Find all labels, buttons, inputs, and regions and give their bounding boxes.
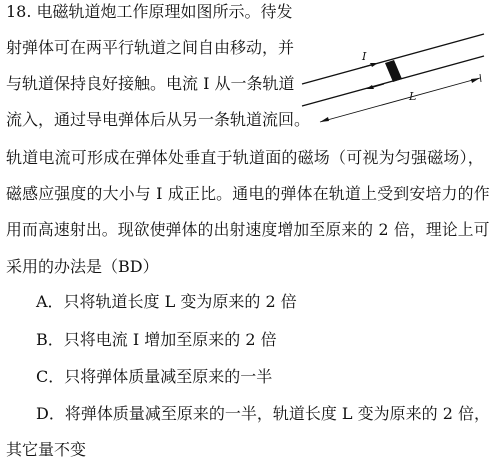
stem-line-5: 轨道电流可形成在弹体处垂直于轨道面的磁场（可视为匀强磁场）， <box>6 148 485 167</box>
length-arrow-left <box>320 117 329 122</box>
current-label: I <box>362 50 367 63</box>
stem-line-1: 18. 电磁轨道炮工作原理如图所示。待发 <box>6 2 293 21</box>
option-c: C．只将弹体质量减至原来的一半 <box>36 367 273 386</box>
current-out-arrowhead <box>366 85 374 89</box>
length-dimension-line <box>320 78 480 122</box>
current-in-arrowhead <box>370 63 378 67</box>
option-a: A．只将轨道长度 L 变为原来的 2 倍 <box>36 292 297 311</box>
option-d-continuation: 其它量不变 <box>6 440 87 459</box>
option-d: D．将弹体质量减至原来的一半，轨道长度 L 变为原来的 2 倍， <box>36 404 490 423</box>
rail-gun-diagram <box>298 30 488 130</box>
length-tick-right <box>480 74 481 82</box>
projectile-block <box>385 60 402 82</box>
stem-line-7: 用而高速射出。现欲使弹体的出射速度增加至原来的 2 倍，理论上可 <box>6 220 490 239</box>
stem-line-3: 与轨道保持良好接触。电流 I 从一条轨道 <box>6 74 295 93</box>
length-arrow-right <box>471 78 480 83</box>
length-label: L <box>409 90 417 103</box>
stem-line-8: 采用的办法是（BD） <box>6 257 159 276</box>
stem-line-6: 磁感应强度的大小与 I 成正比。通电的弹体在轨道上受到安培力的作 <box>6 184 490 203</box>
stem-line-4: 流入，通过导电弹体后从另一条轨道流回。 <box>6 110 311 129</box>
stem-line-2: 射弹体可在两平行轨道之间自由移动，并 <box>6 38 295 57</box>
option-b: B．只将电流 I 增加至原来的 2 倍 <box>36 330 277 349</box>
